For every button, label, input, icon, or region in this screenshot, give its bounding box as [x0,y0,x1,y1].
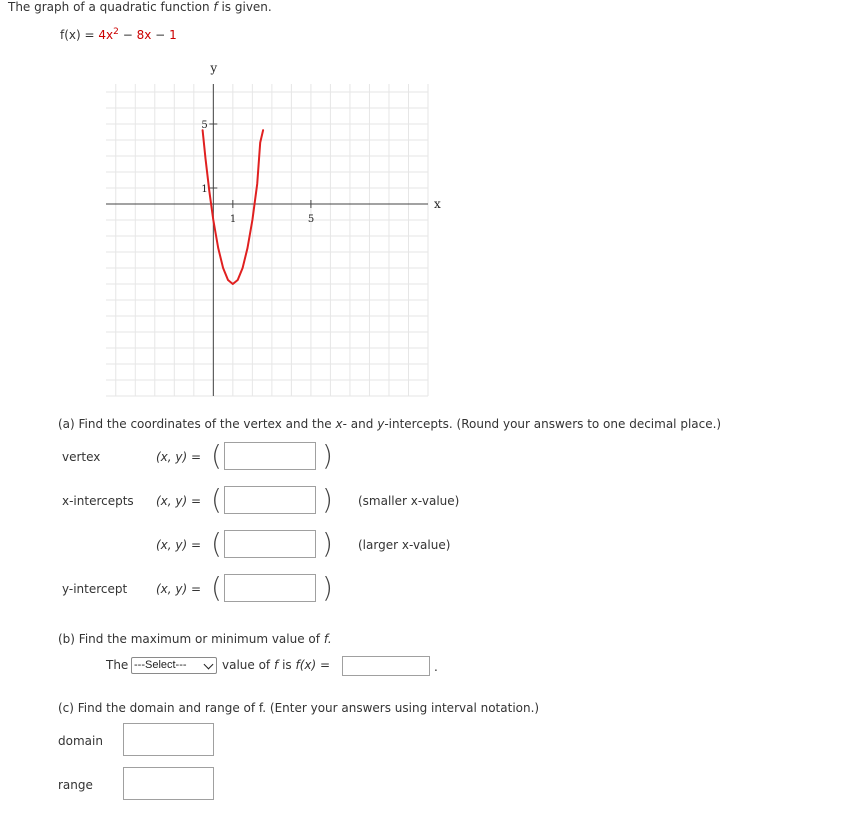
x-axis-label: x [434,197,441,211]
graph-axes [106,61,441,396]
smaller-x-hint: (smaller x-value) [358,494,460,508]
select-value: ---Select--- [134,659,187,671]
graph-grid [106,84,428,396]
y-intercept-label: y-intercept [62,582,128,596]
x-intercept-2-open-paren: ( [211,527,222,560]
x-intercept-1-coord-label: (x, y) = [156,494,202,508]
part-b-prompt: (b) Find the maximum or minimum value of f. [58,632,332,646]
x-intercept-1-close-paren: ) [322,483,333,516]
domain-label: domain [58,734,103,748]
vertex-input[interactable] [224,442,316,470]
function-definition: $f(x) = 4x^2 - 8x - 1$ [60,27,177,42]
chevron-down-icon [204,660,214,670]
domain-input[interactable] [123,723,214,756]
y-intercept-input[interactable] [224,574,316,602]
y-tick-label: 5 [201,120,208,131]
part-a-prompt: (a) Find the coordinates of the vertex and the x- and y-intercepts. (Round your answers to one decimal place.) [58,417,722,431]
y-intercept-close-paren: ) [322,571,333,604]
x-tick-label: 1 [229,214,237,225]
y-axis-label: y [210,61,218,75]
part-b-period: . [434,660,438,674]
larger-x-hint: (larger x-value) [358,538,451,552]
part-b-the: The [106,658,129,672]
vertex-open-paren: ( [211,439,222,472]
x-intercepts-label: x-intercepts [62,494,134,508]
x-intercept-smaller-input[interactable] [224,486,316,514]
y-intercept-open-paren: ( [211,571,222,604]
range-input[interactable] [123,767,214,800]
x-tick-label: 5 [307,214,315,225]
y-tick-label: 1 [201,184,208,195]
intro-text: The graph of a quadratic function f is given. [8,0,272,14]
x-intercept-2-close-paren: ) [322,527,333,560]
vertex-close-paren: ) [322,439,333,472]
x-intercept-2-coord-label: (x, y) = [156,538,202,552]
extreme-value-input[interactable] [342,656,430,676]
vertex-label: vertex [62,450,101,464]
y-intercept-coord-label: (x, y) = [156,582,202,596]
vertex-coord-label: (x, y) = [156,450,202,464]
range-label: range [58,778,93,792]
max-min-select[interactable] [131,657,217,674]
part-c-prompt: (c) Find the domain and range of f. (Enter your answers using interval notation.) [58,701,540,715]
x-intercept-larger-input[interactable] [224,530,316,558]
part-b-sentence: value of f is f(x) = [222,658,331,672]
x-intercept-1-open-paren: ( [211,483,222,516]
